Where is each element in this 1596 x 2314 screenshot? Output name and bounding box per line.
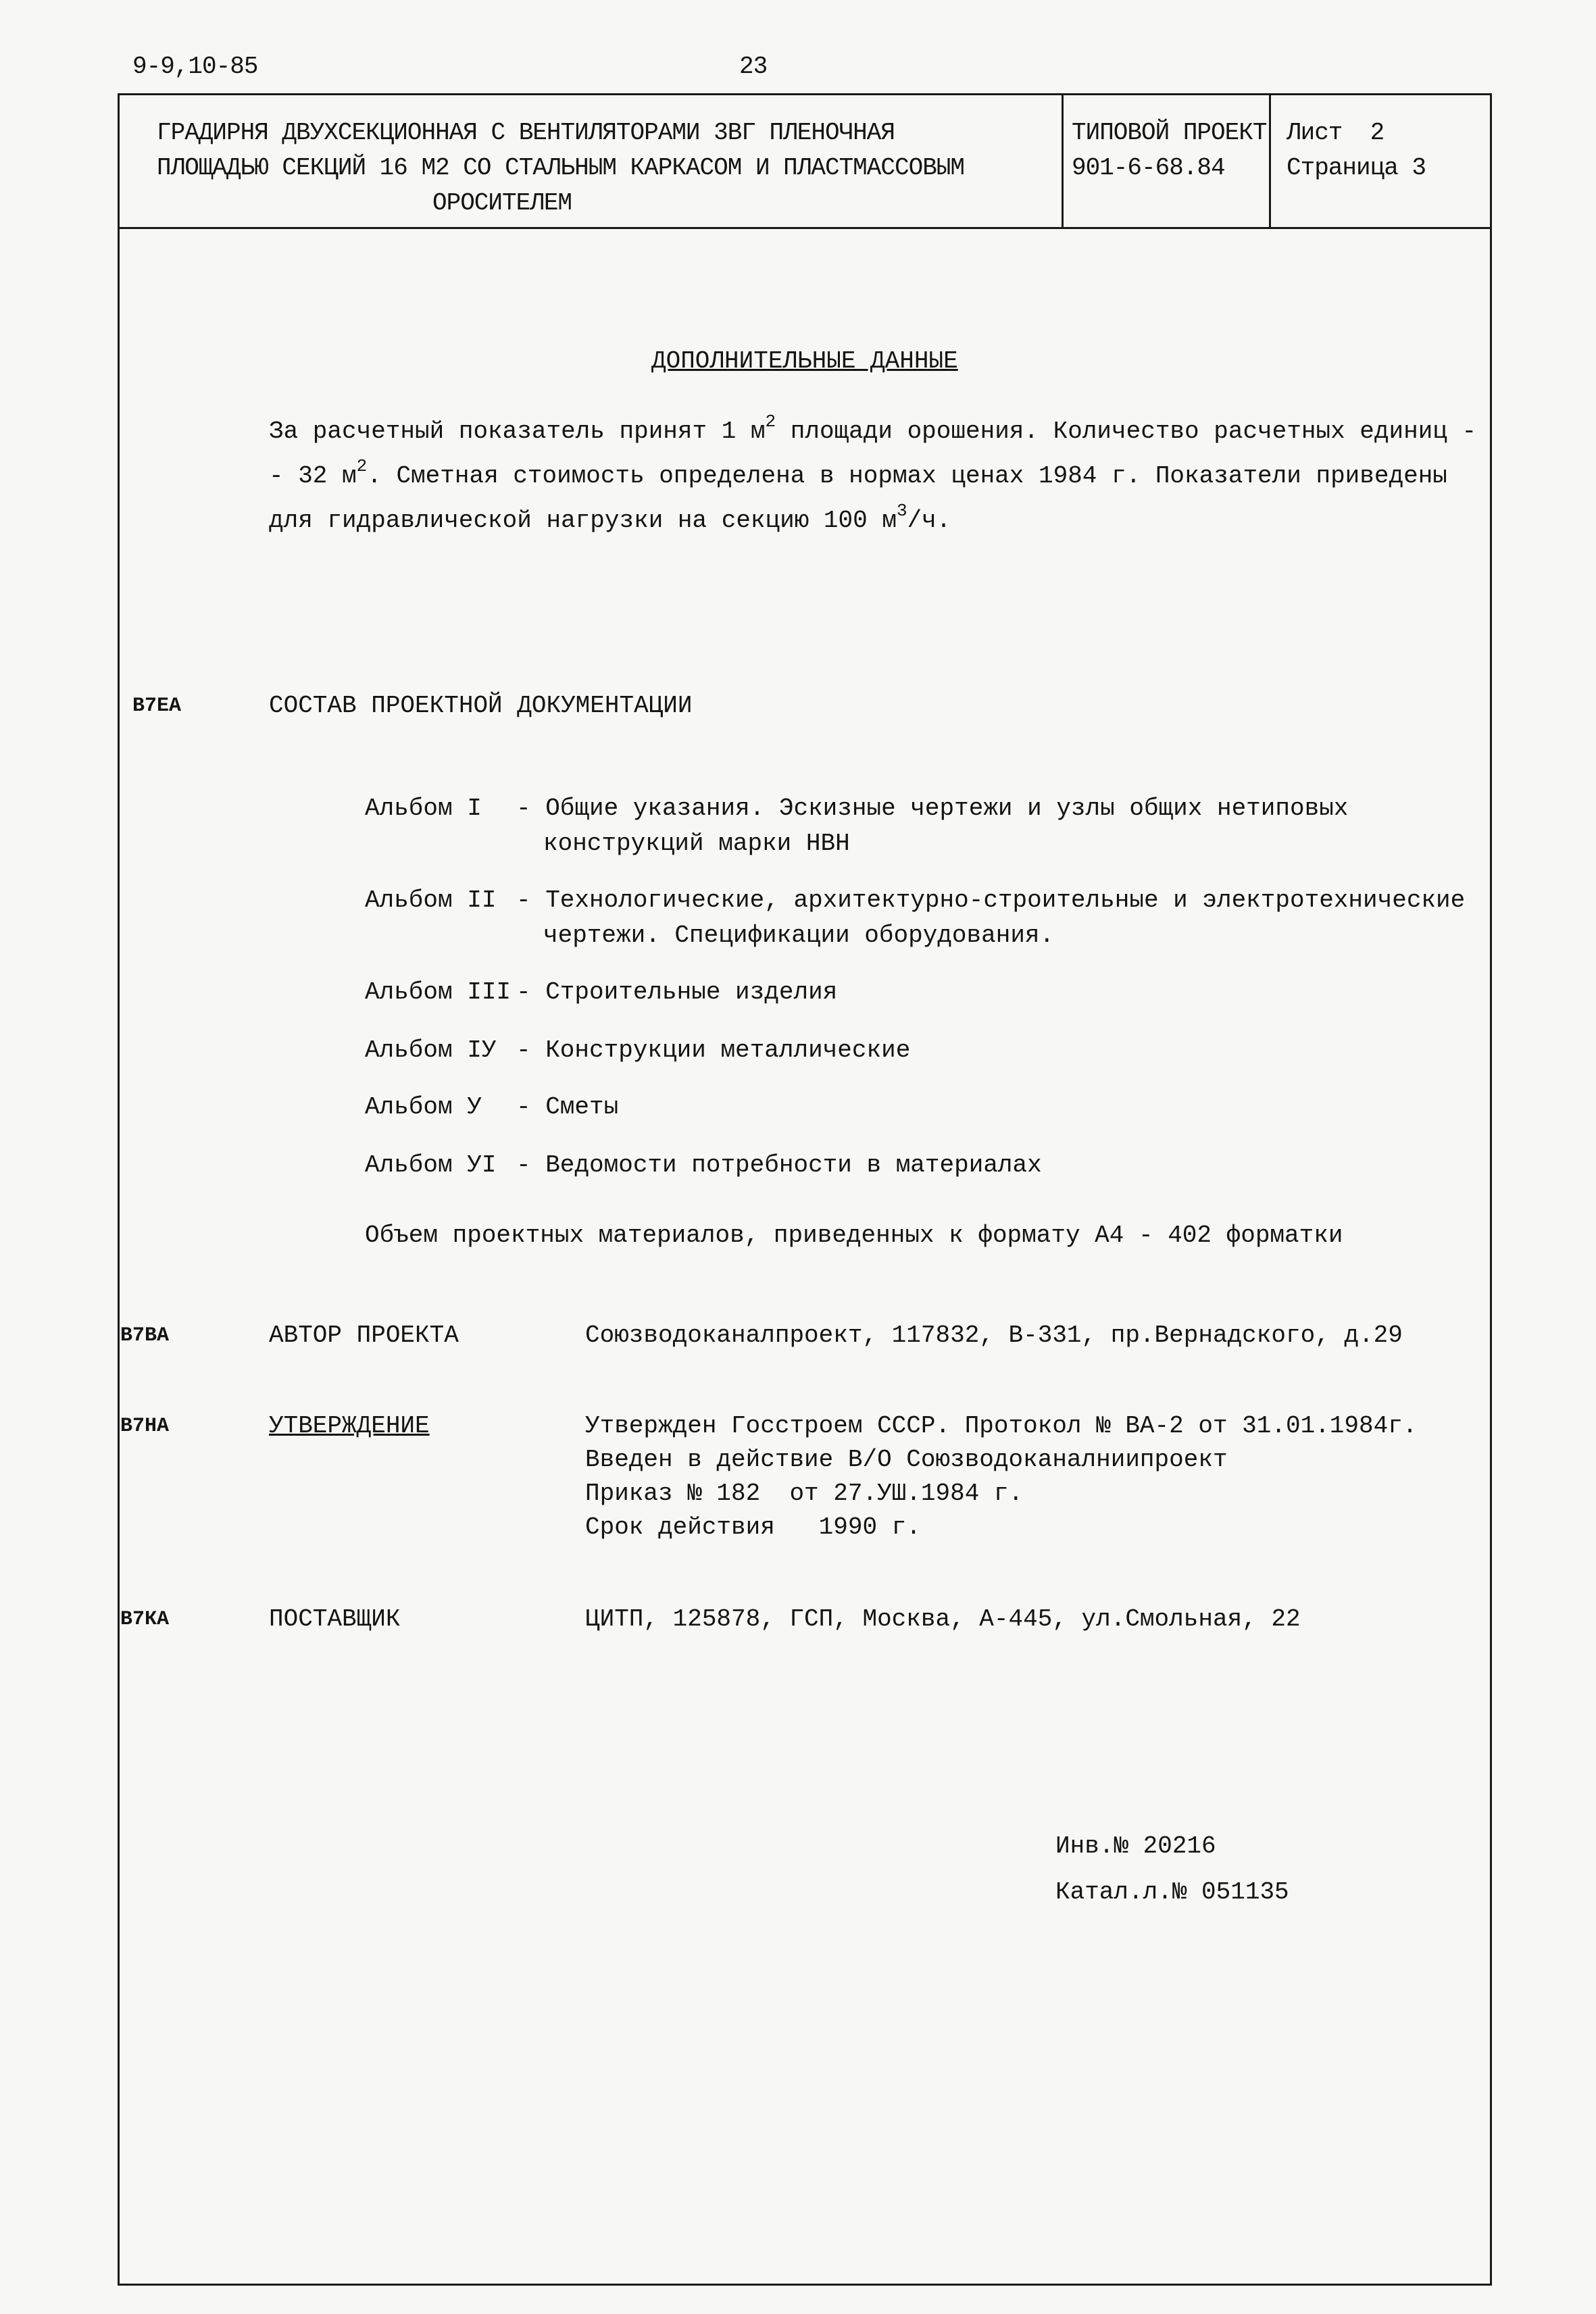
title-line-1: ГРАДИРНЯ ДВУХСЕКЦИОННАЯ С ВЕНТИЛЯТОРАМИ 3ВГ ПЛЕНОЧНАЯ bbox=[157, 119, 895, 147]
author-value: Союзводоканалпроект, 117832, В-331, пр.Вернадского, д.29 bbox=[585, 1322, 1403, 1349]
title-line-2: ПЛОЩАДЬЮ СЕКЦИЙ 16 М2 СО СТАЛЬНЫМ КАРКАСОМ И ПЛАСТМАССОВЫМ bbox=[157, 154, 965, 182]
section-code: В7ЕА bbox=[132, 695, 182, 718]
section-code: В7КА bbox=[120, 1608, 170, 1631]
album-description: - Технологические, архитектурно-строительные и электротехнические bbox=[516, 886, 1466, 914]
sheet-number: Лист 2 bbox=[1287, 119, 1385, 147]
album-description: - Сметы bbox=[516, 1093, 619, 1121]
album-description-cont: чертежи. Спецификации оборудования. bbox=[543, 922, 1055, 949]
title-block-divider bbox=[118, 227, 1492, 229]
supplier-label: ПОСТАВЩИК bbox=[269, 1605, 401, 1633]
approval-label: УТВЕРЖДЕНИЕ bbox=[269, 1412, 430, 1440]
album-description: - Общие указания. Эскизные чертежи и узлы общих нетиповых bbox=[516, 795, 1349, 822]
document-code: 9-9,10-85 bbox=[132, 53, 258, 80]
album-description: - Строительные изделия bbox=[516, 978, 838, 1006]
album-name: Альбом У bbox=[365, 1093, 482, 1121]
section-heading-composition: СОСТАВ ПРОЕКТНОЙ ДОКУМЕНТАЦИИ bbox=[269, 692, 693, 720]
album-description-cont: конструкций марки НВН bbox=[543, 830, 850, 857]
album-description: - Ведомости потребности в материалах bbox=[516, 1151, 1042, 1179]
page-number: 23 bbox=[739, 53, 768, 80]
project-label: ТИПОВОЙ ПРОЕКТ bbox=[1072, 119, 1267, 147]
album-name: Альбом IУ bbox=[365, 1036, 497, 1064]
project-number: 901-6-68.84 bbox=[1072, 154, 1225, 182]
title-block-separator-2 bbox=[1269, 93, 1271, 228]
section-code: В7НА bbox=[120, 1415, 170, 1438]
album-name: Альбом II bbox=[365, 886, 497, 914]
approval-line: Утвержден Госстроем СССР. Протокол № ВА-2 от 31.01.1984г. bbox=[585, 1412, 1418, 1440]
approval-line: Срок действия 1990 г. bbox=[585, 1513, 921, 1541]
album-name: Альбом III bbox=[365, 978, 512, 1006]
volume-note: Объем проектных материалов, приведенных к формату А4 - 402 форматки bbox=[365, 1222, 1343, 1249]
album-name: Альбом УI bbox=[365, 1151, 497, 1179]
section-code: В7ВА bbox=[120, 1324, 170, 1347]
paragraph-line-1: За расчетный показатель принят 1 $м^2$ площади орошения. Количество расчетных единиц - bbox=[269, 411, 1477, 445]
album-description: - Конструкции металлические bbox=[516, 1036, 911, 1064]
inventory-number: Инв.№ 20216 bbox=[1055, 1832, 1216, 1860]
section-heading-additional: ДОПОЛНИТЕЛЬНЫЕ ДАННЫЕ bbox=[651, 347, 958, 375]
title-line-3: ОРОСИТЕЛЕМ bbox=[432, 189, 572, 217]
supplier-value: ЦИТП, 125878, ГСП, Москва, А-445, ул.Смольная, 22 bbox=[585, 1605, 1301, 1633]
title-block-separator-1 bbox=[1062, 93, 1064, 228]
approval-line: Введен в действие В/О Союзводоканалниипроект bbox=[585, 1446, 1228, 1474]
album-name: Альбом I bbox=[365, 795, 482, 822]
paragraph-line-2: - 32 $м^2$. Сметная стоимость определена в нормах ценах 1984 г. Показатели приведены bbox=[269, 456, 1447, 490]
page-of-sheet: Страница 3 bbox=[1287, 154, 1426, 182]
approval-line: Приказ № 182 от 27.УШ.1984 г. bbox=[585, 1480, 1024, 1507]
author-label: АВТОР ПРОЕКТА bbox=[269, 1322, 459, 1349]
paragraph-line-3: для гидравлической нагрузки на секцию 100 $м^3/ч$. bbox=[269, 501, 951, 534]
catalog-number: Катал.л.№ 051135 bbox=[1055, 1878, 1289, 1906]
